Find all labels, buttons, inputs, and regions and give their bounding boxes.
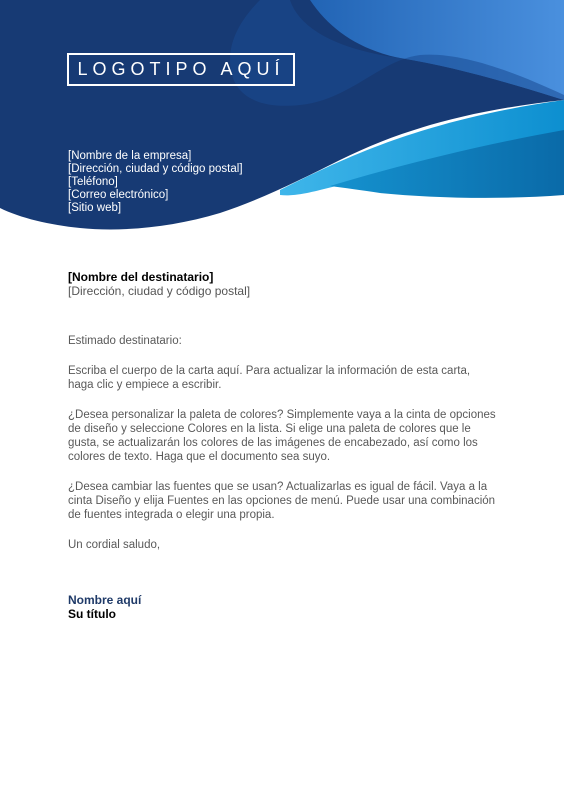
letter-body <box>68 334 498 552</box>
company-email: [Correo electrónico] <box>68 189 169 201</box>
paragraph-3: ¿Desea cambiar las fuentes que se usan? Actualizarlas es igual de fácil. Vaya a la cinta Diseño y elija Fuentes en las opciones de menú. Puede usar una combinación de fuentes integrada o elegir una propia. <box>68 481 496 521</box>
company-phone: [Teléfono] <box>68 176 118 188</box>
logo-placeholder: LOGOTIPO AQUÍ <box>67 53 295 86</box>
company-name: [Nombre de la empresa] <box>68 150 192 162</box>
sender-title: Su título <box>68 607 116 621</box>
paragraph-2: ¿Desea personalizar la paleta de colores? Simplemente vaya a la cinta de opciones de diseño y seleccione Colores en la lista. Si elige una paleta de colores que le gusta, se actualizarán los colores de las imágenes de encabezado, así como los colores de texto. Haga que el documento sea suyo. <box>68 409 496 463</box>
signature-block <box>68 593 141 621</box>
company-website: [Sitio web] <box>68 202 122 214</box>
recipient-name: [Nombre del destinatario] <box>68 270 214 284</box>
company-info <box>68 150 243 215</box>
company-address: [Dirección, ciudad y código postal] <box>68 163 243 175</box>
greeting: Estimado destinatario: <box>68 335 182 347</box>
paragraph-1: Escriba el cuerpo de la carta aquí. Para actualizar la información de esta carta, haga clic y empiece a escribir. <box>68 365 471 391</box>
sender-name: Nombre aquí <box>68 593 142 607</box>
header-banner <box>0 0 564 240</box>
recipient-address: [Dirección, ciudad y código postal] <box>68 284 251 298</box>
recipient-block <box>68 270 250 298</box>
closing: Un cordial saludo, <box>68 539 161 551</box>
